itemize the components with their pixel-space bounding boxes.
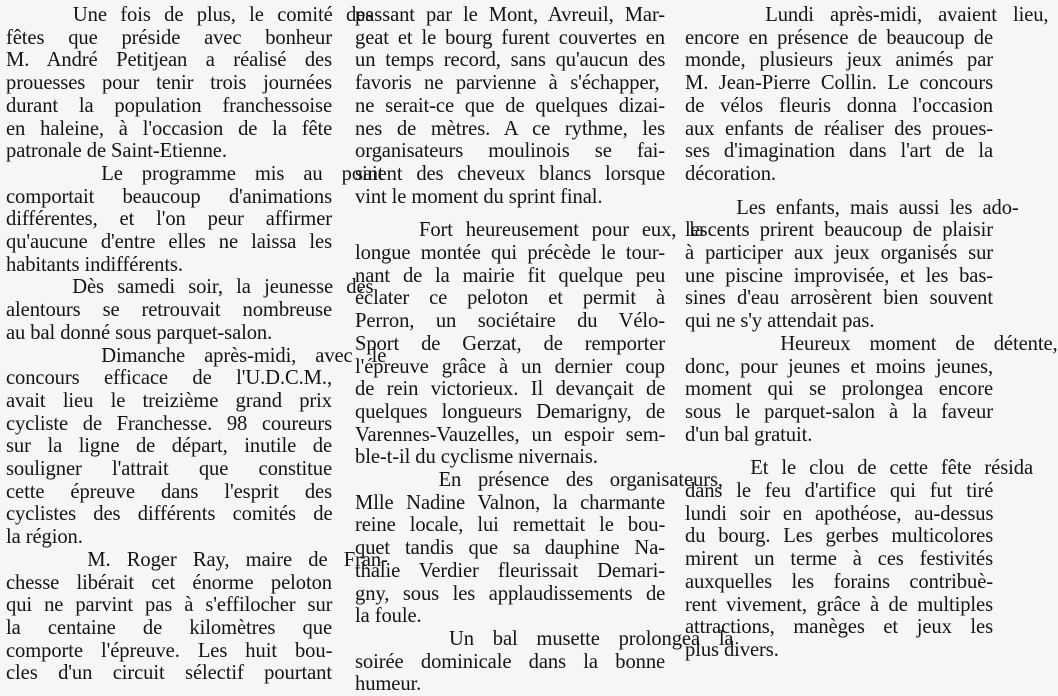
text-line: passant par le Mont, Avreuil, Mar- [355,4,666,26]
text-line: ble-t-il du cyclisme nivernais. [355,446,598,469]
text-line: gny, sous les applaudissements de [355,582,666,605]
text-line: quelques longueurs Demarigny, de [355,400,665,423]
text-line: M. Jean-Pierre Collin. Le concours [685,72,993,95]
text-line: aux enfants de réaliser des proues- [685,117,993,140]
text-line: mirent un terme à ces festivités [685,548,993,571]
text-line: rent vivement, grâce à de multiples [685,593,993,616]
text-line: une piscine improvisée, et les bas- [685,264,994,287]
text-line: ses d'imagination dans l'art de la [685,140,994,163]
text-line: fêtes que préside avec bonheur [6,26,332,49]
text-line: soirée dominicale dans la bonne [355,650,666,673]
text-line: saient des cheveux blancs lorsque [355,162,665,185]
text-line: En présence des organisateurs, [355,469,723,492]
text-line: Perron, un sociétaire du Vélo- [355,310,665,333]
article-column-3 [685,4,1058,661]
text-line: au bal donné sous parquet-salon. [6,321,273,344]
text-line: décoration. [685,162,776,185]
text-line: prouesses pour tenir trois journées [6,72,333,95]
text-line: Sport de Gerzat, de remporter [355,332,665,355]
text-line: habitants indifférents. [6,253,183,276]
text-line: la foule. [355,605,422,628]
text-line: qui ne parvint pas à s'effilocher sur [6,594,333,617]
text-line: l'épreuve grâce à un dernier coup [355,355,665,378]
text-line: Et le clou de cette fête résida [685,457,1033,480]
text-line: Un bal musette prolongea la [355,627,734,650]
text-line: Heureux moment de détente, [685,332,1058,355]
text-line: Les enfants, mais aussi les ado- [685,196,1019,219]
text-line: Fort heureusement pour eux, la [355,219,704,242]
text-line: sines d'eau arrosèrent bien souvent [685,287,993,310]
text-line: cette épreuve dans l'esprit des [6,480,332,503]
text-line: la centaine de kilomètres que [6,616,332,639]
text-line: Une fois de plus, le comité des [6,4,374,26]
text-line: lescents prirent beaucoup de plaisir [685,219,993,242]
text-line: du bourg. Les gerbes multicolores [685,525,994,548]
text-line: Le programme mis au point [6,162,384,185]
text-line: longue montée qui précède le tour- [355,242,665,265]
text-line: plus divers. [685,638,779,661]
text-line: Mlle Nadine Valnon, la charmante [355,491,665,514]
text-line: dans le feu d'artifice qui fut tiré [685,480,994,503]
text-line: favoris ne parvienne à s'échapper, [355,72,673,95]
text-line: Varennes-Vauzelles, un espoir sem- [355,423,666,446]
text-line: reine locale, lui remettait le bou- [355,514,666,537]
text-line: qui ne s'y attendait pas. [685,310,875,333]
text-line: thalie Verdier fleurissait Demari- [355,559,665,582]
text-line: patronale de Saint-Etienne. [6,140,227,163]
text-line: monde, plusieurs jeux animés par [685,49,994,72]
text-line: moment qui se prolongea encore [685,378,993,401]
text-line: M. Roger Ray, maire de Fran- [6,548,388,571]
text-line: nes de mètres. A ce rythme, les [355,117,665,140]
text-line: qu'aucune d'entre elles ne laissa les [6,231,332,254]
text-line: vint le moment du sprint final. [355,185,603,208]
text-line: geat et le bourg furent couvertes en [355,26,665,49]
paragraph-gap [355,208,665,219]
text-line: sous le parquet-salon à la faveur [685,400,993,423]
text-line: chesse libérait cet énorme peloton [6,571,332,594]
text-line: lundi soir en apothéose, au-dessus [685,502,994,525]
text-line: organisateurs moulinois se fai- [355,140,665,163]
text-line: cycliste de Franchesse. 98 coureurs [6,412,332,435]
text-line: auxquelles les forains contribuè- [685,570,993,593]
text-line: différentes, et l'on peur affirmer [6,208,332,231]
text-line: quet tandis que sa dauphine Na- [355,537,665,560]
text-line: souligner l'attrait que constitue [6,458,332,481]
text-line: cyclistes des différents comités de [6,503,333,526]
text-line: sur la ligne de départ, inutile de [6,435,332,458]
text-line: humeur. [355,673,422,696]
text-line: d'un bal gratuit. [685,423,813,446]
paragraph-gap [685,446,993,457]
text-line: encore en présence de beaucoup de [685,26,993,49]
text-line: éclater ce peloton et permit à [355,287,665,310]
paragraph-gap [685,186,993,197]
text-line: durant la population franchessoise [6,94,332,117]
text-line: en haleine, à l'occasion de la fête [6,117,333,140]
text-line: concours efficace de l'U.D.C.M., [6,367,332,390]
text-line: avait lieu le treizième grand prix [6,389,332,412]
text-line: cles d'un circuit sélectif pourtant [6,662,332,685]
text-line: attractions, manèges et jeux les [685,616,993,639]
article-column-1 [6,4,388,685]
text-line: Dès samedi soir, la jeunesse des [6,276,374,299]
text-line: un temps record, sans qu'aucun des [355,49,666,72]
text-line: nant de la mairie fit quelque peu [355,264,666,287]
text-line: donc, pour jeunes et moins jeunes, [685,355,993,378]
text-line: la région. [6,526,83,549]
text-line: alentours se retrouvait nombreuse [6,299,332,322]
text-line: Dimanche après-midi, avec le [6,344,387,367]
text-line: de vélos fleuris donna l'occasion [685,94,993,117]
text-line: de rein victorieux. Il devançait de [355,378,666,401]
text-line: comporte l'épreuve. Les huit bou- [6,639,333,662]
text-line: ne serait-ce que de quelques dizai- [355,94,665,117]
text-line: M. André Petitjean a réalisé des [6,49,332,72]
text-line: comportait beaucoup d'animations [6,185,332,208]
text-line: Lundi après-midi, avaient lieu, [685,4,1049,26]
text-line: à participer aux jeux organisés sur [685,242,994,265]
